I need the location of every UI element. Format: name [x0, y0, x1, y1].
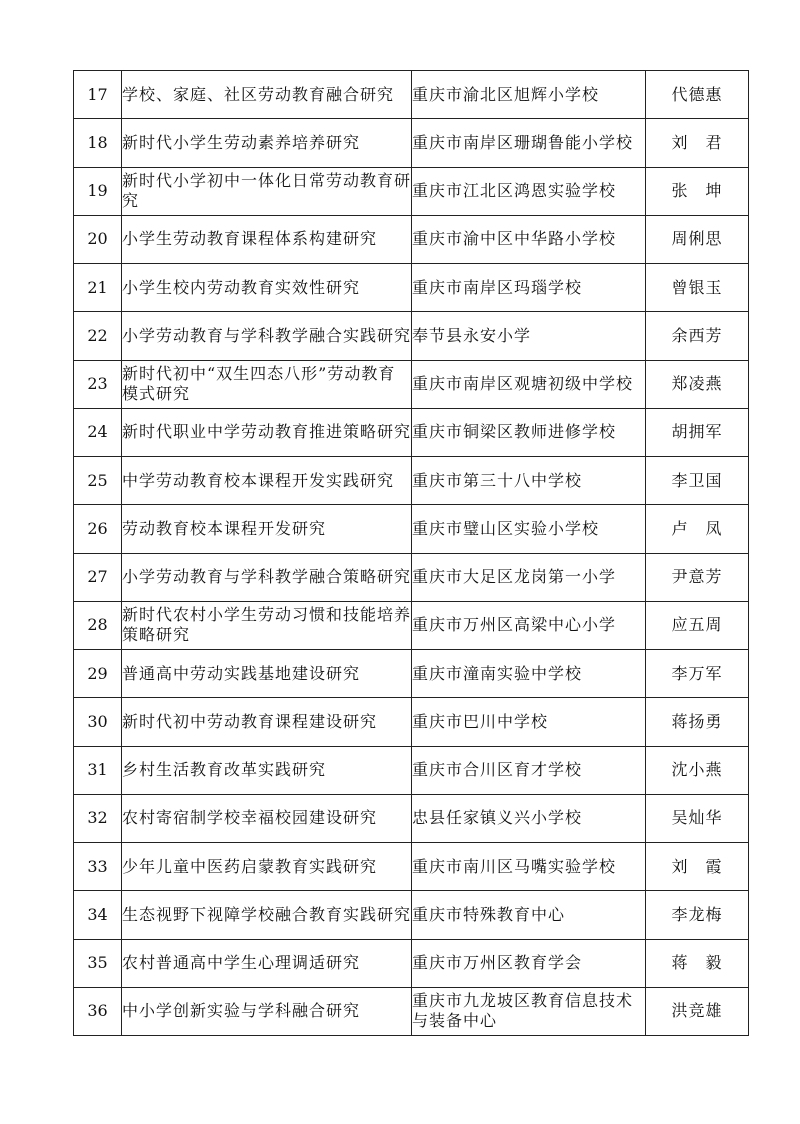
row-number: 36 [74, 987, 122, 1035]
person-name: 刘 霞 [646, 843, 749, 891]
row-number: 29 [74, 650, 122, 698]
school-unit: 重庆市合川区育才学校 [412, 746, 646, 794]
person-name: 周俐思 [646, 215, 749, 263]
person-name: 蒋 毅 [646, 939, 749, 987]
school-unit: 重庆市江北区鸿恩实验学校 [412, 167, 646, 215]
project-title: 小学劳动教育与学科教学融合策略研究 [122, 553, 412, 601]
table-row [74, 71, 749, 119]
school-unit: 重庆市南岸区珊瑚鲁能小学校 [412, 119, 646, 167]
table-row [74, 264, 749, 312]
project-title: 普通高中劳动实践基地建设研究 [122, 650, 412, 698]
person-name: 蒋扬勇 [646, 698, 749, 746]
row-number: 27 [74, 553, 122, 601]
school-unit: 重庆市璧山区实验小学校 [412, 505, 646, 553]
person-name: 吴灿华 [646, 794, 749, 842]
school-unit: 重庆市九龙坡区教育信息技术与装备中心 [412, 987, 646, 1035]
table-row [74, 167, 749, 215]
table-row [74, 746, 749, 794]
school-unit: 重庆市铜梁区教师进修学校 [412, 408, 646, 456]
row-number: 25 [74, 457, 122, 505]
school-unit: 奉节县永安小学 [412, 312, 646, 360]
person-name: 李龙梅 [646, 891, 749, 939]
table-row [74, 312, 749, 360]
project-title: 新时代小学初中一体化日常劳动教育研究 [122, 167, 412, 215]
row-number: 19 [74, 167, 122, 215]
row-number: 31 [74, 746, 122, 794]
person-name: 代德惠 [646, 71, 749, 119]
person-name: 郑凌燕 [646, 360, 749, 408]
project-title: 乡村生活教育改革实践研究 [122, 746, 412, 794]
person-name: 刘 君 [646, 119, 749, 167]
school-unit: 重庆市南岸区观塘初级中学校 [412, 360, 646, 408]
person-name: 沈小燕 [646, 746, 749, 794]
project-title: 生态视野下视障学校融合教育实践研究 [122, 891, 412, 939]
person-name: 洪竞雄 [646, 987, 749, 1035]
school-unit: 重庆市南岸区玛瑙学校 [412, 264, 646, 312]
school-unit: 重庆市渝中区中华路小学校 [412, 215, 646, 263]
project-title: 中学劳动教育校本课程开发实践研究 [122, 457, 412, 505]
school-unit: 重庆市渝北区旭辉小学校 [412, 71, 646, 119]
school-unit: 重庆市巴川中学校 [412, 698, 646, 746]
school-unit: 忠县任家镇义兴小学校 [412, 794, 646, 842]
table-row [74, 891, 749, 939]
row-number: 33 [74, 843, 122, 891]
school-unit: 重庆市特殊教育中心 [412, 891, 646, 939]
table-row [74, 939, 749, 987]
project-title: 新时代初中“双生四态八形”劳动教育模式研究 [122, 360, 412, 408]
person-name: 曾银玉 [646, 264, 749, 312]
project-title: 小学生校内劳动教育实效性研究 [122, 264, 412, 312]
table-row [74, 408, 749, 456]
table-row [74, 457, 749, 505]
table-row [74, 794, 749, 842]
school-unit: 重庆市万州区高梁中心小学 [412, 601, 646, 649]
person-name: 张 坤 [646, 167, 749, 215]
project-title: 少年儿童中医药启蒙教育实践研究 [122, 843, 412, 891]
project-title: 新时代农村小学生劳动习惯和技能培养策略研究 [122, 601, 412, 649]
row-number: 18 [74, 119, 122, 167]
person-name: 余西芳 [646, 312, 749, 360]
table-row [74, 987, 749, 1035]
project-title: 新时代小学生劳动素养培养研究 [122, 119, 412, 167]
project-title: 劳动教育校本课程开发研究 [122, 505, 412, 553]
person-name: 李万军 [646, 650, 749, 698]
row-number: 34 [74, 891, 122, 939]
table-row [74, 505, 749, 553]
table-row [74, 553, 749, 601]
person-name: 卢 凤 [646, 505, 749, 553]
row-number: 32 [74, 794, 122, 842]
row-number: 30 [74, 698, 122, 746]
table-row [74, 698, 749, 746]
project-title: 新时代职业中学劳动教育推进策略研究 [122, 408, 412, 456]
table-row [74, 119, 749, 167]
project-title: 小学生劳动教育课程体系构建研究 [122, 215, 412, 263]
row-number: 17 [74, 71, 122, 119]
row-number: 20 [74, 215, 122, 263]
table-row [74, 650, 749, 698]
school-unit: 重庆市万州区教育学会 [412, 939, 646, 987]
row-number: 28 [74, 601, 122, 649]
row-number: 23 [74, 360, 122, 408]
project-title: 农村普通高中学生心理调适研究 [122, 939, 412, 987]
project-title: 农村寄宿制学校幸福校园建设研究 [122, 794, 412, 842]
row-number: 24 [74, 408, 122, 456]
person-name: 李卫国 [646, 457, 749, 505]
person-name: 胡拥军 [646, 408, 749, 456]
project-title: 新时代初中劳动教育课程建设研究 [122, 698, 412, 746]
table-row [74, 360, 749, 408]
school-unit: 重庆市南川区马嘴实验学校 [412, 843, 646, 891]
row-number: 26 [74, 505, 122, 553]
school-unit: 重庆市第三十八中学校 [412, 457, 646, 505]
project-title: 小学劳动教育与学科教学融合实践研究 [122, 312, 412, 360]
person-name: 应五周 [646, 601, 749, 649]
person-name: 尹意芳 [646, 553, 749, 601]
row-number: 22 [74, 312, 122, 360]
table-row [74, 215, 749, 263]
project-table [73, 70, 749, 1036]
row-number: 35 [74, 939, 122, 987]
table-row [74, 843, 749, 891]
table-row [74, 601, 749, 649]
project-title: 中小学创新实验与学科融合研究 [122, 987, 412, 1035]
school-unit: 重庆市大足区龙岗第一小学 [412, 553, 646, 601]
school-unit: 重庆市潼南实验中学校 [412, 650, 646, 698]
row-number: 21 [74, 264, 122, 312]
project-title: 学校、家庭、社区劳动教育融合研究 [122, 71, 412, 119]
table-body [74, 71, 749, 1036]
